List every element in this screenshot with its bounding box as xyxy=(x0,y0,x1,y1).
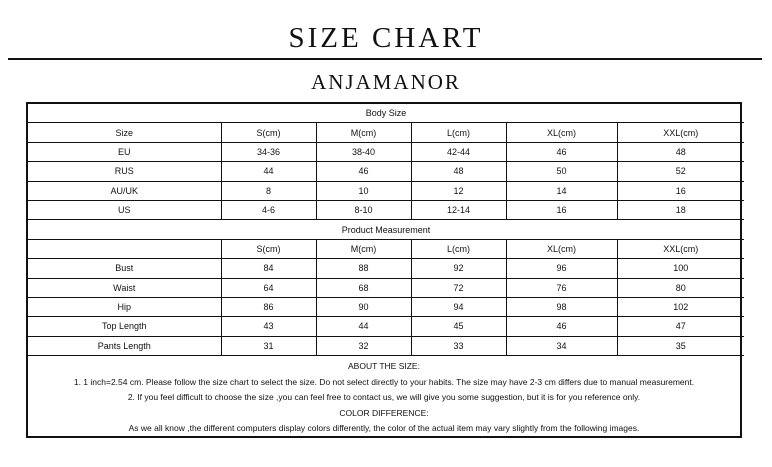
row-label: Bust xyxy=(28,259,221,278)
table-cell: 12 xyxy=(411,181,506,200)
table-cell: 12-14 xyxy=(411,200,506,219)
table-row xyxy=(28,317,744,336)
table-row xyxy=(28,142,744,161)
table-cell: 98 xyxy=(506,297,617,316)
table-cell: 34 xyxy=(506,336,617,355)
row-label: Hip xyxy=(28,297,221,316)
about-size-heading: ABOUT THE SIZE: xyxy=(348,361,420,372)
color-difference-heading: COLOR DIFFERENCE: xyxy=(339,407,429,418)
table-cell: 32 xyxy=(316,336,411,355)
column-header: L(cm) xyxy=(411,123,506,142)
row-label: EU xyxy=(28,142,221,161)
table-row xyxy=(28,200,744,219)
table-cell: 8-10 xyxy=(316,200,411,219)
table-row xyxy=(28,278,744,297)
column-header: M(cm) xyxy=(316,123,411,142)
table-row xyxy=(28,162,744,181)
size-chart-body xyxy=(28,104,744,356)
table-cell: 46 xyxy=(316,162,411,181)
column-header: L(cm) xyxy=(411,239,506,258)
table-cell: 42-44 xyxy=(411,142,506,161)
column-header: Size xyxy=(28,123,221,142)
column-header: XXL(cm) xyxy=(617,239,744,258)
page-title: SIZE CHART xyxy=(288,22,484,54)
row-label: Waist xyxy=(28,278,221,297)
column-header: S(cm) xyxy=(221,123,316,142)
table-cell: 48 xyxy=(617,142,744,161)
body-size-heading: Body Size xyxy=(28,104,744,123)
row-label: Pants Length xyxy=(28,336,221,355)
size-notes xyxy=(28,356,740,437)
row-label: US xyxy=(28,200,221,219)
body-size-heading-row xyxy=(28,104,744,123)
product-measurement-header-row xyxy=(28,239,744,258)
table-cell: 50 xyxy=(506,162,617,181)
table-cell: 44 xyxy=(221,162,316,181)
table-cell: 38-40 xyxy=(316,142,411,161)
table-cell: 16 xyxy=(617,181,744,200)
table-cell: 43 xyxy=(221,317,316,336)
column-header: XL(cm) xyxy=(506,239,617,258)
table-row xyxy=(28,297,744,316)
table-cell: 44 xyxy=(316,317,411,336)
product-measurement-heading: Product Measurement xyxy=(28,220,744,239)
table-cell: 14 xyxy=(506,181,617,200)
table-cell: 102 xyxy=(617,297,744,316)
brand-name: ANJAMANOR xyxy=(311,70,461,94)
color-note: As we all know ,the different computers display colors differently, the color of the actual item may vary slightly from the following images. xyxy=(128,423,640,434)
table-cell: 35 xyxy=(617,336,744,355)
table-cell: 46 xyxy=(506,142,617,161)
table-cell: 86 xyxy=(221,297,316,316)
column-header: S(cm) xyxy=(221,239,316,258)
table-cell: 72 xyxy=(411,278,506,297)
table-cell: 18 xyxy=(617,200,744,219)
column-header xyxy=(28,239,221,258)
table-cell: 4-6 xyxy=(221,200,316,219)
table-cell: 33 xyxy=(411,336,506,355)
table-row xyxy=(28,181,744,200)
table-cell: 76 xyxy=(506,278,617,297)
table-cell: 84 xyxy=(221,259,316,278)
title-divider xyxy=(8,58,762,60)
table-cell: 90 xyxy=(316,297,411,316)
table-cell: 64 xyxy=(221,278,316,297)
table-cell: 47 xyxy=(617,317,744,336)
size-note-1: 1. 1 inch=2.54 cm. Please follow the size chart to select the size. Do not select directly to your habits. The size may have 2-3 cm differs due to manual measurement. xyxy=(73,376,695,387)
size-chart-table xyxy=(28,104,744,356)
row-label: Top Length xyxy=(28,317,221,336)
table-cell: 68 xyxy=(316,278,411,297)
table-cell: 80 xyxy=(617,278,744,297)
column-header: XL(cm) xyxy=(506,123,617,142)
size-chart-sheet xyxy=(26,102,742,438)
table-cell: 46 xyxy=(506,317,617,336)
row-label: RUS xyxy=(28,162,221,181)
table-cell: 92 xyxy=(411,259,506,278)
table-cell: 31 xyxy=(221,336,316,355)
body-size-header-row xyxy=(28,123,744,142)
table-cell: 96 xyxy=(506,259,617,278)
table-cell: 45 xyxy=(411,317,506,336)
table-cell: 16 xyxy=(506,200,617,219)
table-row xyxy=(28,259,744,278)
size-note-2: 2. If you feel difficult to choose the size ,you can feel free to contact us, we will give you some suggestion, but it is for you reference only. xyxy=(127,392,641,403)
table-cell: 34-36 xyxy=(221,142,316,161)
column-header: M(cm) xyxy=(316,239,411,258)
table-cell: 52 xyxy=(617,162,744,181)
table-cell: 10 xyxy=(316,181,411,200)
column-header: XXL(cm) xyxy=(617,123,744,142)
table-cell: 88 xyxy=(316,259,411,278)
table-cell: 100 xyxy=(617,259,744,278)
row-label: AU/UK xyxy=(28,181,221,200)
table-row xyxy=(28,336,744,355)
table-cell: 8 xyxy=(221,181,316,200)
product-measurement-heading-row xyxy=(28,220,744,239)
table-cell: 48 xyxy=(411,162,506,181)
table-cell: 94 xyxy=(411,297,506,316)
